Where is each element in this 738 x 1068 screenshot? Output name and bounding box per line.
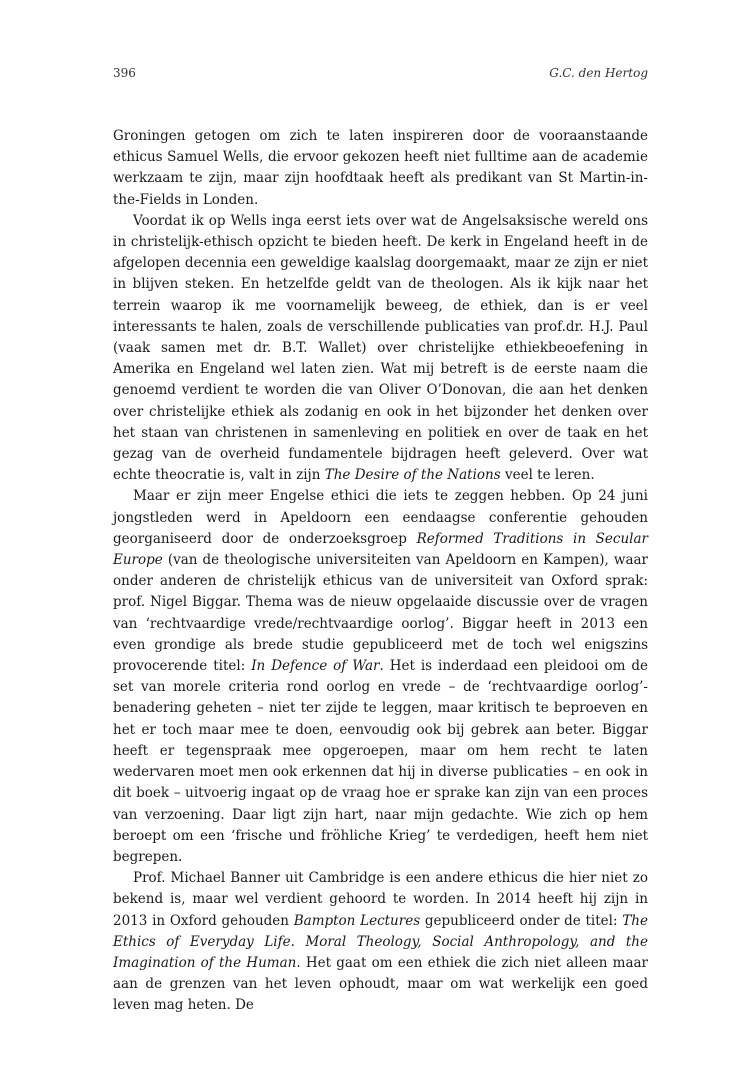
text-segment: gepubliceerd onder de titel: — [420, 912, 623, 929]
text-segment: . Het is inderdaad een pleidooi om de set van morele criteria rond oorlog en vrede – de ‘rechtvaardige oorlog’-benadering geheten – niet ter zijde te leggen, maar kritisch te beproeven en het er toch maar mee te doen, eenvoudig ook bij gebrek aan beter. Biggar heeft er tegenspraak mee opgeroepen, maar om hem recht te laten wedervaren moet men ook erkennen dat hij in diverse publicaties – en ook in dit boek – uitvoerig ingaat op de vraag hoe er sprake kan zijn van een proces van verzoening. Daar ligt zijn hart, naar mijn gedachte. Wie zich op hem beroept om een ‘frische und fröhliche Krieg’ te verdedigen, heeft hem niet begrepen. — [113, 658, 648, 865]
research-group-name: Reformed Traditions in Secular Europe — [113, 530, 648, 569]
running-head-author: G.C. den Hertog — [549, 66, 648, 80]
text-segment: . Het gaat om een ethiek die zich niet alleen maar aan de grenzen van het leven ophoudt, maar om wat werkelijk een goed leven mag heten. De — [113, 954, 648, 1014]
text-segment: veel te leren. — [500, 467, 595, 484]
book-title: The Ethics of Everyday Life. Moral Theology, Social Anthropology, and the Imagination of the Human — [113, 912, 648, 971]
page-number: 396 — [113, 66, 136, 80]
text-segment: Groningen getogen om zich te laten inspireren door de vooraanstaande ethicus Samuel Wells, die ervoor gekozen heeft niet fulltime aan de academie werkzaam te zijn, maar zijn hoofdtaak heeft als predikant van St Martin-in-the-Fields in Londen. — [113, 128, 648, 208]
page-header — [113, 66, 648, 86]
book-title: In Defence of War — [251, 658, 380, 675]
paragraph — [113, 211, 648, 487]
paragraph — [113, 486, 648, 868]
text-segment: Maar er zijn meer Engelse ethici die iets te zeggen hebben. Op 24 juni jongstleden werd in Apeldoorn een eendaagse conferentie gehouden georganiseerd door de onderzoeksgroep — [113, 488, 648, 547]
text-segment: Prof. Michael Banner uit Cambridge is een andere ethicus die hier niet zo bekend is, maar wel verdient gehoord te worden. In 2014 heeft hij zijn in 2013 in Oxford gehouden — [113, 870, 648, 929]
text-segment: (van de theologische universiteiten van Apeldoorn en Kampen), waar onder anderen de christelijk ethicus van de universiteit van Oxford sprak: prof. Nigel Biggar. Thema was de nieuw opgelaaide discussie over de vragen van ‘rechtvaardige vrede/rechtvaardige oorlog’. Biggar heeft in 2013 een even grondige als brede studie gepubliceerd met de toch wel enigszins provocerende titel: — [113, 552, 648, 675]
book-title: The Desire of the Nations — [324, 467, 501, 484]
paragraph — [113, 126, 648, 211]
paragraph — [113, 868, 648, 1016]
lecture-series-name: Bampton Lectures — [293, 912, 421, 929]
text-segment: Voordat ik op Wells inga eerst iets over wat de Angelsaksische wereld ons in christelijk-ethisch opzicht te bieden heeft. De kerk in Engeland heeft in de afgelopen decennia een geweldige kaalslag doorgemaakt, maar ze zijn er niet in blijven steken. En hetzelfde geldt van de theologen. Als ik kijk naar het terrein waarop ik me voornamelijk beweeg, de ethiek, dan is er veel interessants te halen, zoals de verschillende publicaties van prof.dr. H.J. Paul (vaak samen met dr. B.T. Wallet) over christelijke ethiekbeoefening in Amerika en Engeland wel laten zien. Wat mij betreft is de eerste naam die genoemd verdient te worden die van Oliver O’Donovan, die aan het denken over christelijke ethiek als zodanig en ook in het bijzonder het denken over het staan van christenen in samenleving en politiek en over de taak en het gezag van de overheid fundamentele bijdragen heeft geleverd. Over wat echte theocratie is, valt in zijn — [113, 212, 648, 484]
body-text — [113, 126, 648, 1017]
